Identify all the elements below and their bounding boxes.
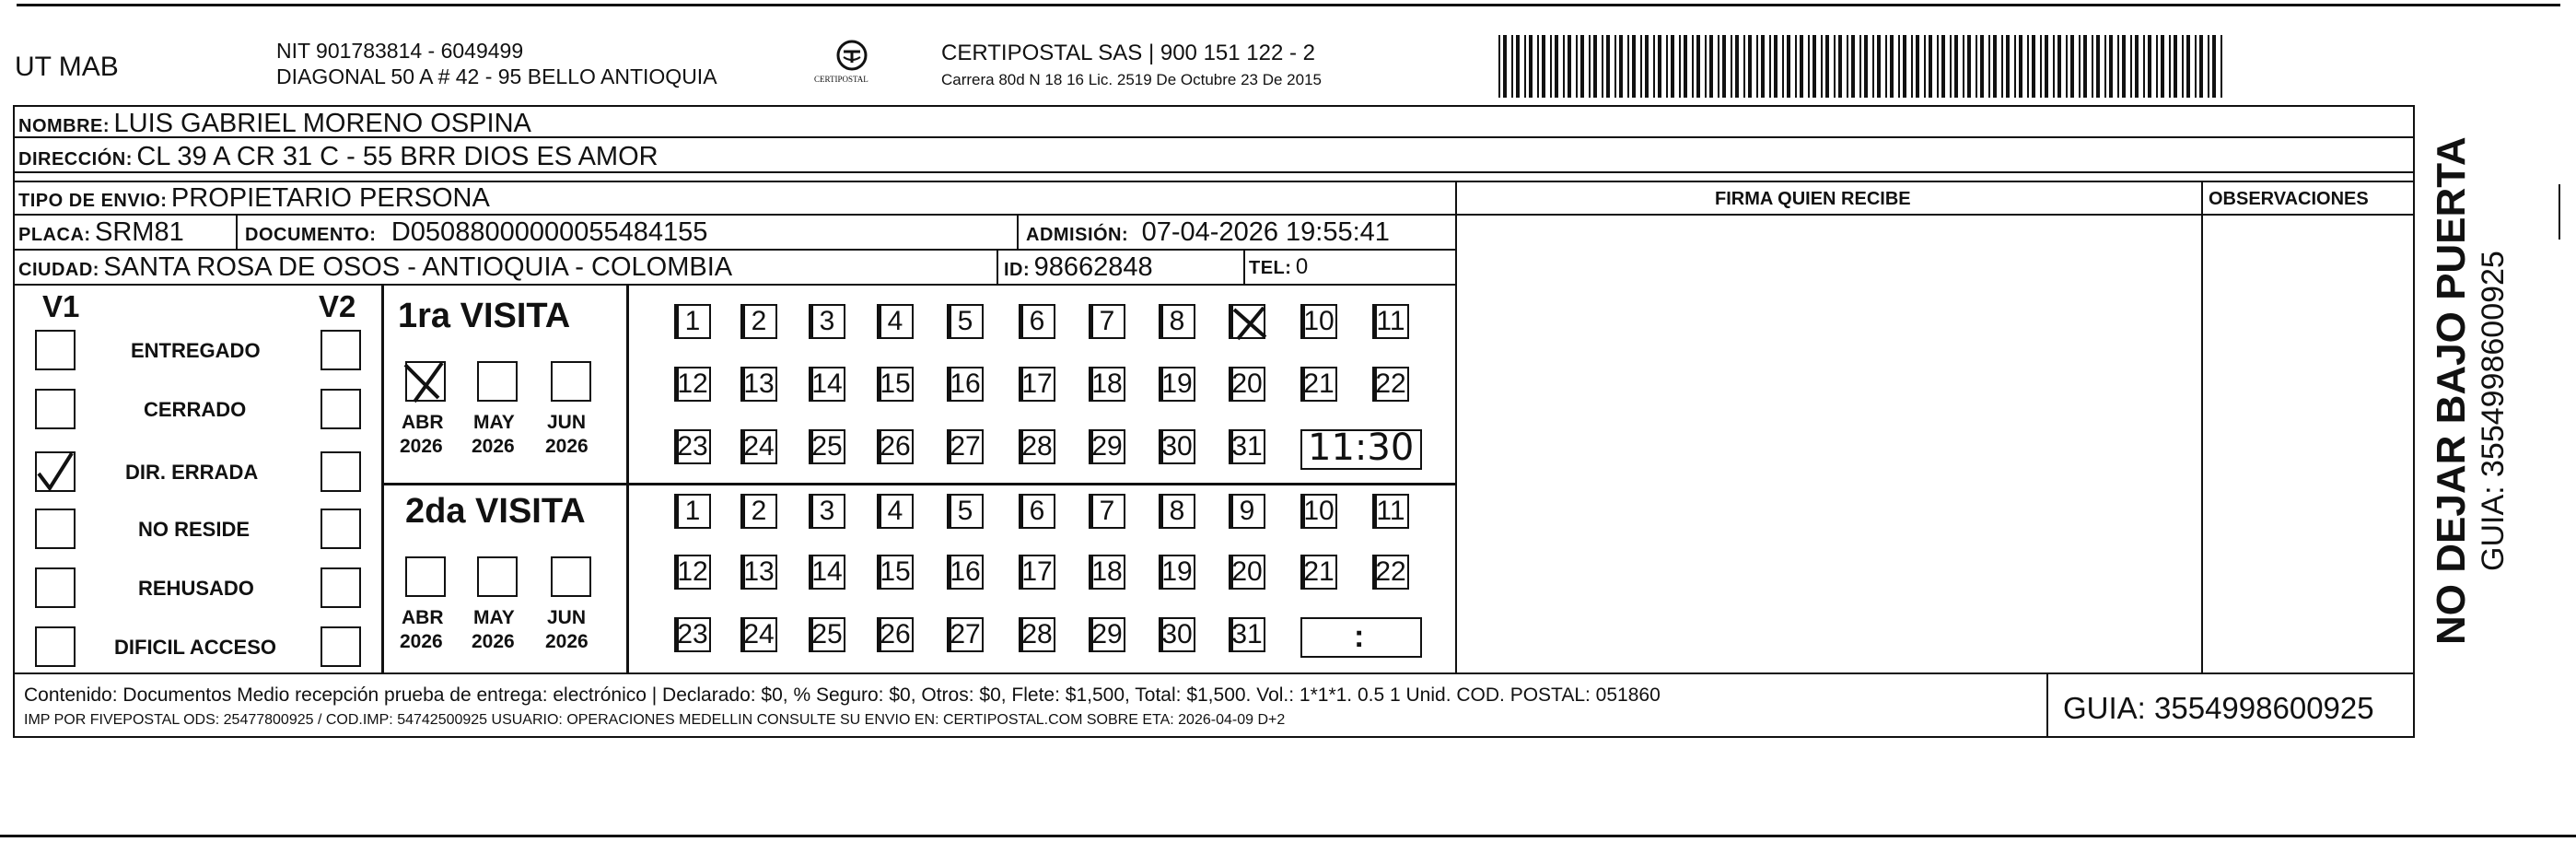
first-day-box[interactable]: 25	[809, 429, 845, 464]
row-divider	[13, 181, 2415, 182]
second-day-box[interactable]: 8	[1159, 494, 1195, 529]
first-month-label: ABR	[402, 412, 444, 433]
first-day-box[interactable]: 28	[1019, 429, 1055, 464]
side-guia: GUIA: 3554998600925	[2476, 251, 2511, 571]
second-day-box[interactable]: 3	[809, 494, 845, 529]
v2-checkbox[interactable]	[321, 509, 361, 549]
v1-checkbox[interactable]	[35, 509, 76, 549]
status-label: CERRADO	[144, 398, 247, 421]
id-label: ID:	[1004, 260, 1031, 280]
tipo-envio-label: TIPO DE ENVIO:	[18, 191, 168, 211]
first-day-box[interactable]: 30	[1159, 429, 1195, 464]
first-day-box[interactable]: 18	[1089, 367, 1125, 402]
first-month-year: 2026	[472, 436, 515, 457]
logo-text: CERTIPOSTAL	[814, 75, 868, 84]
first-day-box[interactable]: 4	[877, 304, 914, 339]
row-divider	[13, 171, 2415, 173]
firma-header: FIRMA QUIEN RECIBE	[1715, 189, 1911, 209]
v2-checkbox[interactable]	[321, 389, 361, 429]
v2-checkbox[interactable]	[321, 451, 361, 492]
barcode-image	[1497, 35, 2229, 98]
company-name: UT MAB	[15, 52, 119, 82]
second-day-box[interactable]: 2	[740, 494, 777, 529]
documento-label: DOCUMENTO:	[245, 225, 377, 245]
placa-label: PLACA:	[18, 225, 91, 245]
col-divider	[1455, 181, 1457, 674]
check-mark-dir-errada	[35, 450, 79, 494]
admision-value: 07-04-2026 19:55:41	[1141, 217, 1390, 247]
check-mark-day9	[1229, 304, 1273, 345]
first-day-box[interactable]: 12	[674, 367, 711, 402]
second-day-box[interactable]: 28	[1019, 617, 1055, 652]
first-day-box[interactable]: 7	[1089, 304, 1125, 339]
ciudad-label: CIUDAD:	[18, 260, 99, 280]
second-day-box[interactable]: 21	[1300, 555, 1337, 590]
second-day-box[interactable]: 19	[1159, 555, 1195, 590]
second-day-box[interactable]: 31	[1229, 617, 1265, 652]
second-day-box[interactable]: 7	[1089, 494, 1125, 529]
courier-license: Carrera 80d N 18 16 Lic. 2519 De Octubre 23 De 2015	[941, 71, 1322, 88]
first-day-box[interactable]: 24	[740, 429, 777, 464]
first-month-label: JUN	[547, 412, 587, 433]
v1-header: V1	[42, 289, 80, 323]
row-divider	[13, 214, 2415, 216]
v1-checkbox[interactable]	[35, 330, 76, 370]
tel-label: TEL:	[1249, 258, 1292, 278]
first-day-box[interactable]: 3	[809, 304, 845, 339]
direccion-label: DIRECCIÓN:	[18, 149, 133, 170]
first-month-year: 2026	[400, 436, 443, 457]
side-warning: NO DEJAR BAJO PUERTA	[2429, 136, 2474, 645]
second-day-box[interactable]: 9	[1229, 494, 1265, 529]
time-value-2: :	[1354, 619, 1365, 654]
first-day-box[interactable]: 14	[809, 367, 845, 402]
time-value-1: 11:30	[1308, 427, 1415, 469]
status-label: DIFICIL ACCESO	[114, 636, 277, 659]
second-day-box[interactable]: 29	[1089, 617, 1125, 652]
second-day-box[interactable]: 25	[809, 617, 845, 652]
v1-checkbox[interactable]	[35, 389, 76, 429]
second-month-label: MAY	[473, 607, 515, 628]
company-nit: NIT 901783814 - 6049499	[276, 39, 524, 63]
first-day-box[interactable]: 26	[877, 429, 914, 464]
second-month-checkbox[interactable]	[477, 556, 518, 597]
second-day-box[interactable]: 6	[1019, 494, 1055, 529]
row-divider	[13, 672, 2415, 674]
nombre-label: NOMBRE:	[18, 116, 111, 136]
second-month-checkbox[interactable]	[405, 556, 446, 597]
first-month-year: 2026	[545, 436, 589, 457]
first-day-box[interactable]: 31	[1229, 429, 1265, 464]
v2-checkbox[interactable]	[321, 330, 361, 370]
top-border	[17, 4, 2560, 6]
first-day-box[interactable]: 1	[674, 304, 711, 339]
tel-value: 0	[1295, 254, 1309, 279]
second-day-box[interactable]: 30	[1159, 617, 1195, 652]
direccion-value: CL 39 A CR 31 C - 55 BRR DIOS ES AMOR	[136, 142, 659, 171]
id-value: 98662848	[1033, 252, 1153, 282]
placa-value: SRM81	[95, 217, 184, 247]
status-visit-divider	[381, 286, 384, 672]
second-month-year: 2026	[472, 631, 515, 652]
first-month-checkbox[interactable]	[551, 361, 591, 402]
second-month-label: ABR	[402, 607, 444, 628]
courier-name: CERTIPOSTAL SAS | 900 151 122 - 2	[941, 41, 1315, 65]
first-day-box[interactable]: 16	[947, 367, 984, 402]
second-day-box[interactable]: 22	[1372, 555, 1409, 590]
observaciones-header: OBSERVACIONES	[2209, 189, 2369, 209]
status-label: ENTREGADO	[131, 339, 261, 362]
ciudad-value: SANTA ROSA DE OSOS - ANTIOQUIA - COLOMBIA	[103, 252, 733, 282]
v2-checkbox[interactable]	[321, 567, 361, 608]
second-month-year: 2026	[545, 631, 589, 652]
second-day-box[interactable]: 13	[740, 555, 777, 590]
first-day-box[interactable]: 21	[1300, 367, 1337, 402]
first-day-box[interactable]: 17	[1019, 367, 1055, 402]
footer-guia: GUIA: 3554998600925	[2063, 691, 2374, 725]
check-mark-abr	[402, 361, 449, 407]
second-day-box[interactable]: 18	[1089, 555, 1125, 590]
months-days-divider	[626, 286, 629, 672]
second-month-year: 2026	[400, 631, 443, 652]
second-day-box[interactable]: 10	[1300, 494, 1337, 529]
tipo-envio-value: PROPIETARIO PERSONA	[170, 183, 490, 213]
first-day-box[interactable]: 22	[1372, 367, 1409, 402]
v1-checkbox[interactable]	[35, 626, 76, 667]
col-divider	[2201, 181, 2203, 674]
status-label: DIR. ERRADA	[125, 461, 259, 484]
first-day-box[interactable]: 20	[1229, 367, 1265, 402]
second-day-box[interactable]: 11	[1372, 494, 1409, 529]
first-day-box[interactable]: 13	[740, 367, 777, 402]
v2-checkbox[interactable]	[321, 626, 361, 667]
v1-checkbox[interactable]	[35, 567, 76, 608]
second-day-box[interactable]: 20	[1229, 555, 1265, 590]
first-month-checkbox[interactable]	[477, 361, 518, 402]
second-day-box[interactable]: 14	[809, 555, 845, 590]
status-label: NO RESIDE	[138, 518, 251, 541]
first-visit-title: 1ra VISITA	[398, 297, 571, 335]
nombre-value: LUIS GABRIEL MORENO OSPINA	[113, 109, 531, 138]
status-label: REHUSADO	[138, 577, 254, 600]
first-day-box[interactable]: 15	[877, 367, 914, 402]
first-day-box[interactable]: 11	[1372, 304, 1409, 339]
second-day-box[interactable]: 17	[1019, 555, 1055, 590]
first-day-box[interactable]: 5	[947, 304, 984, 339]
second-day-box[interactable]: 27	[947, 617, 984, 652]
row-divider	[13, 284, 1455, 286]
first-month-label: MAY	[473, 412, 515, 433]
first-day-box[interactable]: 27	[947, 429, 984, 464]
first-day-box[interactable]: 6	[1019, 304, 1055, 339]
first-day-box[interactable]: 29	[1089, 429, 1125, 464]
first-day-box[interactable]: 2	[740, 304, 777, 339]
company-address: DIAGONAL 50 A # 42 - 95 BELLO ANTIOQUIA	[276, 64, 717, 88]
footer-contents: Contenido: Documentos Medio recepción prueba de entrega: electrónico | Declarado: $0, % Seguro: $0, Otros: $0, Flete: $1,500, Total: $1,500. Vol.: 1*1*1. 0.5 1 Unid. COD. POSTAL: 051860	[24, 684, 1661, 706]
second-month-label: JUN	[547, 607, 587, 628]
second-day-box[interactable]: 26	[877, 617, 914, 652]
first-day-box[interactable]: 10	[1300, 304, 1337, 339]
v2-header: V2	[319, 289, 356, 323]
row-divider	[13, 249, 1455, 251]
second-month-checkbox[interactable]	[551, 556, 591, 597]
admision-label: ADMISIÓN:	[1026, 225, 1129, 245]
second-day-box[interactable]: 5	[947, 494, 984, 529]
second-day-box[interactable]: 1	[674, 494, 711, 529]
bottom-border	[0, 835, 2576, 837]
second-day-box[interactable]: 15	[877, 555, 914, 590]
footer-print-info: IMP POR FIVEPOSTAL ODS: 25477800925 / COD.IMP: 54742500925 USUARIO: OPERACIONES MEDELLIN CONSULTE SU ENVIO EN: CERTIPOSTAL.COM SOBRE ETA: 2026-04-09 D+2	[24, 712, 1286, 728]
first-day-box[interactable]: 23	[674, 429, 711, 464]
documento-value: D05088000000055484155	[390, 217, 708, 247]
second-day-box[interactable]: 23	[674, 617, 711, 652]
first-day-box[interactable]: 8	[1159, 304, 1195, 339]
visit-split	[381, 483, 1455, 485]
second-visit-title: 2da VISITA	[405, 492, 586, 531]
second-day-box[interactable]: 16	[947, 555, 984, 590]
first-day-box[interactable]: 19	[1159, 367, 1195, 402]
second-day-box[interactable]: 12	[674, 555, 711, 590]
certipostal-logo	[810, 37, 893, 92]
second-day-box[interactable]: 4	[877, 494, 914, 529]
second-day-box[interactable]: 24	[740, 617, 777, 652]
